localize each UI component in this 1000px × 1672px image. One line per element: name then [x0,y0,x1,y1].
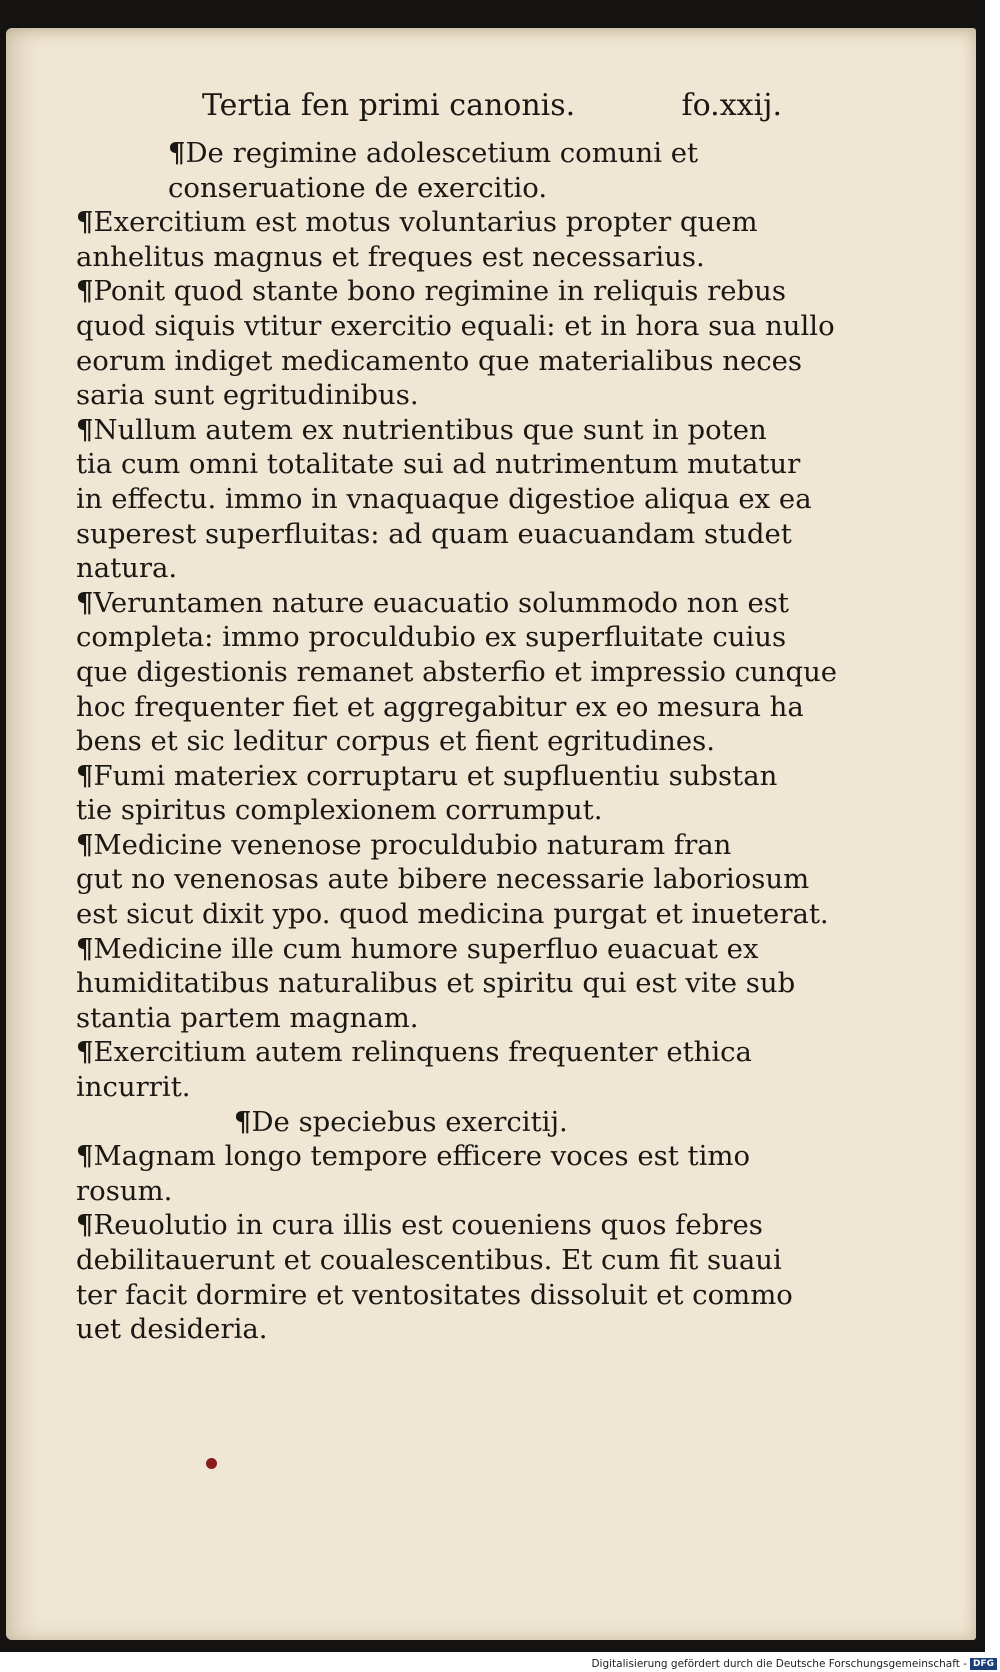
line-text: eorum indiget medicamento que materialibus neces [76,344,803,377]
line-text: De speciebus exercitij. [251,1105,568,1138]
running-header [202,88,782,128]
line-text: humiditatibus naturalibus et spiritu qui est vite sub [76,967,796,1000]
line-text: Exercitium autem relinquens frequenter ethica [93,1036,752,1069]
text-line [76,309,886,344]
text-line [76,966,886,1001]
text-line [76,205,886,240]
digitization-credit [0,1658,997,1670]
pilcrow-icon: ¶ [76,759,92,792]
pilcrow-icon: ¶ [76,1140,92,1173]
text-line [76,1174,886,1209]
text-line [76,759,886,794]
pilcrow-icon: ¶ [76,413,92,446]
paragraph [76,205,886,274]
line-text: uet desideria. [76,1313,268,1346]
pilcrow-icon: ¶ [76,1036,92,1069]
paragraph [76,413,886,586]
line-text: hoc frequenter fiet et aggregabitur ex eo mesura ha [76,690,804,723]
line-text: que digestionis remanet absterfio et impressio cunque [76,655,838,688]
text-line [76,517,886,552]
line-text: Magnam longo tempore efficere voces est timo [93,1140,750,1173]
line-text: Reuolutio in cura illis est coueniens quos febres [93,1209,763,1242]
paragraph [76,1035,886,1104]
text-line [76,1139,886,1174]
text-line [76,1208,886,1243]
line-text: saria sunt egritudinibus. [76,379,419,412]
line-text: Medicine ille cum humore superfluo euacuat ex [93,932,759,965]
text-line [76,1312,886,1347]
pilcrow-icon: ¶ [168,137,184,169]
pilcrow-icon: ¶ [76,206,92,239]
pilcrow-icon: ¶ [234,1105,250,1138]
text-line [76,586,886,621]
text-block [76,136,886,1347]
text-line [76,171,886,206]
line-text: incurrit. [76,1071,191,1104]
paragraph [76,1208,886,1346]
pilcrow-icon: ¶ [76,1209,92,1242]
line-text: ter facit dormire et ventositates dissoluit et commo [76,1278,793,1311]
line-text: Medicine venenose proculdubio naturam fran [93,828,732,861]
running-title: Tertia fen primi canonis. [202,88,576,123]
paragraph [76,274,886,412]
book-page [6,28,976,1640]
dfg-logo-icon: DFG [970,1658,997,1670]
text-line [76,655,886,690]
section-heading [76,1105,886,1140]
text-line [76,724,886,759]
line-text: bens et sic leditur corpus et fient egritudines. [76,725,715,758]
line-text: superest superfluitas: ad quam euacuandam studet [76,517,792,550]
line-text: rosum. [76,1174,173,1207]
text-line [76,1035,886,1070]
text-line [76,1070,886,1105]
line-text: tie spiritus complexionem corrumput. [76,794,603,827]
line-text: debilitauerunt et coualescentibus. Et cum fit suaui [76,1244,782,1276]
line-text: stantia partem magnam. [76,1001,419,1034]
line-text: Exercitium est motus voluntarius propter quem [93,206,758,239]
text-line [76,793,886,828]
pilcrow-icon: ¶ [76,275,92,308]
line-text: Fumi materiex corruptaru et supfluentiu substan [93,759,778,792]
line-text: De regimine adolescetium comuni et [185,137,699,169]
text-line [76,620,886,655]
text-line [76,932,886,967]
text-line [76,447,886,482]
line-text: natura. [76,552,178,585]
line-text: in effectu. immo in vnaquaque digestioe aliqua ex ea [76,482,812,515]
line-text: conseruatione de exercitio. [168,171,548,204]
pilcrow-icon: ¶ [76,828,92,861]
text-line [76,1105,886,1140]
line-text: gut no venenosas aute bibere necessarie laboriosum [76,863,810,896]
text-line [76,862,886,897]
line-text: Veruntamen nature euacuatio solummodo non est [93,586,789,619]
line-text: quod siquis vtitur exercitio equali: et in hora sua nullo [76,309,835,342]
paragraph [76,759,886,828]
text-line [76,344,886,379]
pilcrow-icon: ¶ [76,586,92,619]
text-line [76,274,886,309]
pilcrow-icon: ¶ [76,932,92,965]
paragraph [76,932,886,1036]
line-text: tia cum omni totalitate sui ad nutrimentum mutatur [76,448,801,481]
line-text: Nullum autem ex nutrientibus que sunt in poten [93,413,767,446]
line-text: completa: immo proculdubio ex superfluitate cuius [76,621,787,654]
line-text: est sicut dixit ypo. quod medicina purgat et inueterat. [76,898,829,931]
text-line [76,136,886,171]
line-text: anhelitus magnus et freques est necessarius. [76,240,705,273]
line-text: Ponit quod stante bono regimine in reliquis rebus [93,275,786,308]
credit-text: Digitalisierung gefördert durch die Deutsche Forschungsgemeinschaft - [591,1658,967,1670]
section-heading [76,136,886,205]
text-line [76,1001,886,1036]
text-line [76,1278,886,1313]
text-line [76,897,886,932]
text-line [76,482,886,517]
text-line [76,1243,886,1278]
text-line [76,240,886,275]
text-line [76,690,886,725]
red-ink-dot [206,1458,217,1469]
paragraph [76,586,886,759]
paragraph [76,1139,886,1208]
paragraph [76,828,886,932]
text-line [76,378,886,413]
text-line [76,413,886,448]
text-line [76,551,886,586]
folio-number: fo.xxij. [681,88,782,123]
text-line [76,828,886,863]
